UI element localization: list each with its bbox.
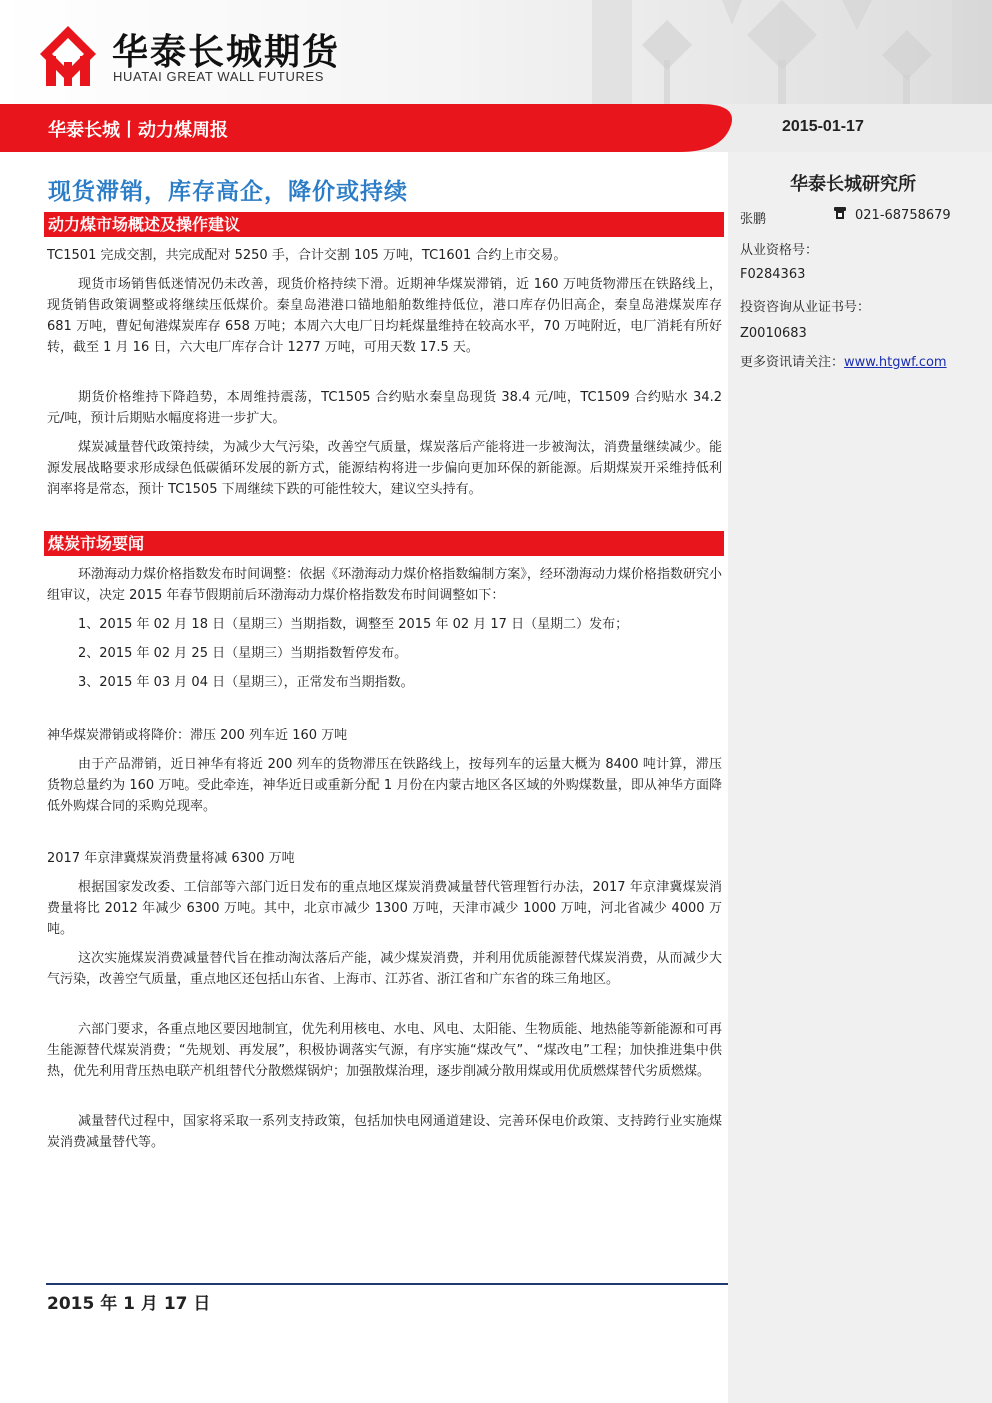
header-decoration <box>572 0 992 104</box>
report-date: 2015-01-17 <box>782 118 864 135</box>
company-name-en: HUATAI GREAT WALL FUTURES <box>113 69 324 84</box>
more-info-label: 更多资讯请关注： <box>740 355 845 370</box>
footer-date: 2015 年 1 月 17 日 <box>47 1294 211 1314</box>
paragraph: 由于产品滞销，近日神华有将近 200 列车的货物滞压在铁路线上，按每列车的运量大概为 8400 吨计算，滞压货物总量约为 160 万吨。受此牵连，神华近日或重新分配 1 月份在内蒙古地区各区域的外购煤数量，即从神华方面降低外购煤合同的采购兑现率。 <box>47 757 722 814</box>
investment-cert-label: 投资咨询从业证书号： <box>740 300 871 315</box>
paragraph: 这次实施煤炭消费减量替代旨在推动淘汰落后产能，减少煤炭消费，并利用优质能源替代煤炭消费，从而减少大气污染，改善空气质量，重点地区还包括山东省、上海市、江苏省、浙江省和广东省的珠三角地区。 <box>47 951 722 987</box>
list-item: 2、2015 年 02 月 25 日（星期三）当期指数暂停发布。 <box>78 646 408 661</box>
paragraph: 期货价格维持下降趋势，本周维持震荡，TC1505 合约贴水秦皇岛现货 38.4 元/吨，TC1509 合约贴水 34.2 元/吨，预计后期贴水幅度将进一步扩大。 <box>47 390 722 426</box>
paragraph: 煤炭减量替代政策持续，为减少大气污染，改善空气质量，煤炭落后产能将进一步被淘汰，消费量继续减少。能源发展战略要求形成绿色低碳循环发展的新方式，能源结构将进一步偏向更加环保的新能源。后期煤炭开采维持低利润率将是常态，预计 TC1505 下周继续下跌的可能性较大，建议空头持有。 <box>47 440 722 497</box>
phone-icon <box>833 206 847 220</box>
paragraph: 环渤海动力煤价格指数发布时间调整：依据《环渤海动力煤价格指数编制方案》，经环渤海动力煤价格指数研究小组审议，决定 2015 年春节假期前后环渤海动力煤价格指数发布时间调整如下： <box>47 567 722 603</box>
paragraph: TC1501 完成交割，共完成配对 5250 手，合计交割 105 万吨，TC1601 合约上市交易。 <box>47 248 567 263</box>
paragraph: 根据国家发改委、工信部等六部门近日发布的重点地区煤炭消费减量替代管理暂行办法，2017 年京津冀煤炭消费量将比 2012 年减少 6300 万吨。其中，北京市减少 1300 万吨，天津市减少 1000 万吨，河北省减少 4000 万吨。 <box>47 880 722 937</box>
page-title: 现货滞销，库存高企，降价或持续 <box>48 179 408 205</box>
qualification-label: 从业资格号： <box>740 243 819 258</box>
paragraph: 减量替代过程中，国家将采取一系列支持政策，包括加快电网通道建设、完善环保电价政策、支持跨行业实施煤炭消费减量替代等。 <box>47 1114 722 1150</box>
section-heading-overview: 动力煤市场概述及操作建议 <box>44 212 724 237</box>
page-header <box>0 0 992 104</box>
analyst-name: 张鹏 <box>740 212 767 227</box>
footer-divider <box>46 1283 728 1285</box>
institute-name: 华泰长城研究所 <box>790 174 916 195</box>
company-name-cn: 华泰长城期货 <box>112 32 341 73</box>
qualification-number: F0284363 <box>740 267 806 282</box>
news-title: 神华煤炭滞销或将降价：滞压 200 列车近 160 万吨 <box>47 728 348 743</box>
website-link[interactable]: www.htgwf.com <box>844 355 947 370</box>
list-item: 1、2015 年 02 月 18 日（星期三）当期指数，调整至 2015 年 02 月 17 日（星期二）发布； <box>78 617 629 632</box>
report-band <box>0 104 992 152</box>
paragraph: 现货市场销售低迷情况仍未改善，现货价格持续下滑。近期神华煤炭滞销，近 160 万吨货物滞压在铁路线上，现货销售政策调整或将继续压低煤价。秦皇岛港港口锚地船舶数维持低位，港口库存仍旧高企，秦皇岛港煤炭库存 681 万吨，曹妃甸港煤炭库存 658 万吨；本周六大电厂日均耗煤量维持在较高水平，70 万吨附近，电厂消耗有所好转，截至 1 月 16 日，六大电厂库存合计 1277 万吨，可用天数 17.5 天。 <box>47 277 722 355</box>
analyst-phone: 021-68758679 <box>855 208 951 223</box>
list-item: 3、2015 年 03 月 04 日（星期三），正常发布当期指数。 <box>78 675 414 690</box>
investment-cert-number: Z0010683 <box>740 326 807 341</box>
company-logo-icon <box>40 26 96 86</box>
more-info <box>740 351 947 370</box>
news-title: 2017 年京津冀煤炭消费量将减 6300 万吨 <box>47 851 295 866</box>
section-heading-news: 煤炭市场要闻 <box>44 531 724 556</box>
report-series-title: 华泰长城丨动力煤周报 <box>48 120 228 141</box>
paragraph: 六部门要求，各重点地区要因地制宜，优先利用核电、水电、风电、太阳能、生物质能、地热能等新能源和可再生能源替代煤炭消费；“先规划、再发展”，积极协调落实气源，有序实施“煤改气”、“煤改电”工程；加快推进集中供热，优先利用背压热电联产机组替代分散燃煤锅炉；加强散煤治理，逐步削减分散用煤或用优质燃煤替代劣质燃煤。 <box>47 1022 722 1079</box>
